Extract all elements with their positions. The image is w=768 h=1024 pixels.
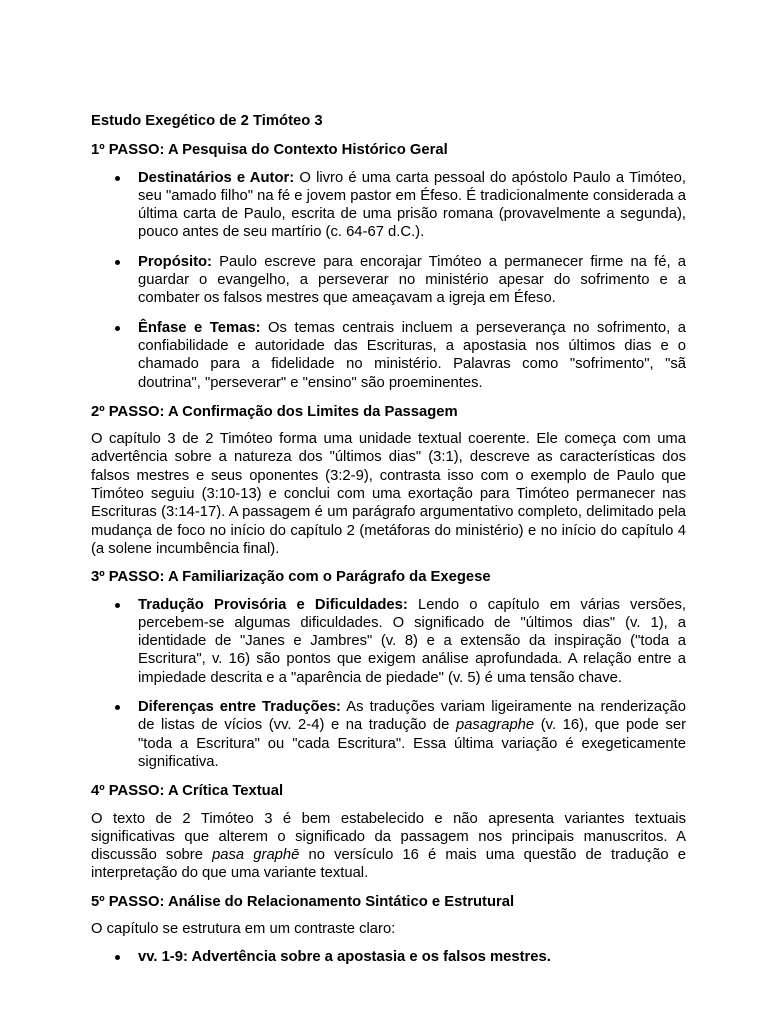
item-text: Paulo escreve para encorajar Timóteo a permanecer firme na fé, a guardar o evangelho, a perseverar no ministério apesar do sofrimento e a combater os falsos mestres que ameaçavam a igreja em Éfeso. [138,253,686,307]
paragraph-text: O texto de 2 Timóteo 3 é bem estabelecido e não apresenta variantes textuais significativas que alterem o significado da passagem nos principais manuscritos. A discussão sobre [91,810,686,864]
bullet-icon [115,705,120,710]
list-item [91,319,686,392]
bullet-icon [115,603,120,608]
bullet-icon [115,260,120,265]
step4-heading: 4º PASSO: A Crítica Textual [91,783,284,800]
step2-heading: 2º PASSO: A Confirmação dos Limites da Passagem [91,403,458,420]
paragraph-italic-term: pasa graphē [212,847,300,864]
bullet-icon [115,326,120,331]
list-item [91,253,686,308]
item-label: Propósito: [138,253,212,270]
item-text: vv. 1-9: Advertência sobre a apostasia e os falsos mestres. [138,949,551,966]
item-italic-term: pasagraphe [455,717,535,734]
step5-intro: O capítulo se estrutura em um contraste claro: [91,920,396,937]
item-text: Lendo o capítulo em várias versões, percebem-se algumas dificuldades. O significado de "últimos dias" (v. 1), a identidade de "Janes e Jambres" (v. 8) e a extensão da inspiração ("toda a Escritura", v. 16) são pontos que exigem análise aprofundada. A relação entre a impiedade descrita e a "aparência de piedade" (v. 5) é uma tensão chave. [138,596,686,686]
paragraph-text: no versículo 16 é mais uma questão de tradução e interpretação do que uma variante textual. [91,847,686,882]
document-page [91,112,686,978]
bullet-icon [115,955,120,960]
list-item [91,169,686,242]
item-label: Tradução Provisória e Dificuldades: [138,596,408,613]
item-text: Os temas centrais incluem a perseverança no sofrimento, a confiabilidade e autoridade das Escrituras, a apostasia nos últimos dias e o chamado para a fidelidade no ministério. Palavras como "sofrimento", "sã doutrina", "perseverar" e "ensino" são proeminentes. [138,319,686,391]
bullet-icon [115,176,120,181]
list-item [91,698,686,771]
list-item [91,948,686,966]
item-label: Ênfase e Temas: [138,319,261,336]
item-text: O livro é uma carta pessoal do apóstolo Paulo a Timóteo, seu "amado filho" na fé e jovem pastor em Éfeso. É tradicionalmente considerada a última carta de Paulo, escrita de uma prisão romana (provavelmente a segunda), pouco antes de seu martírio (c. 64-67 d.C.). [138,169,687,241]
item-text: (v. 16), que pode ser "toda a Escritura" ou "cada Escritura". Essa última variação é exegeticamente significativa. [138,717,686,770]
step4-paragraph [91,810,686,883]
step5-list [91,948,686,966]
item-label: Diferenças entre Traduções: [138,699,341,716]
step1-list [91,169,686,392]
step3-list [91,596,686,772]
list-item [91,596,686,687]
document-title: Estudo Exegético de 2 Timóteo 3 [91,113,323,129]
step1-heading: 1º PASSO: A Pesquisa do Contexto Histórico Geral [91,142,448,159]
step2-paragraph: O capítulo 3 de 2 Timóteo forma uma unidade textual coerente. Ele começa com uma advertência sobre a natureza dos "últimos dias" (3:1), descreve as características dos falsos mestres e seus oponentes (3:2-9), contrasta isso com o exemplo de Paulo que Timóteo seguiu (3:10-13) e conclui com uma exortação para Timóteo permanecer nas Escrituras (3:14-17). A passagem é um parágrafo argumentativo completo, delimitado pela mudança de foco no início do capítulo 2 (metáforas do ministério) e no início do capítulo 4 (a solene incumbência final). [91,431,686,557]
item-text: As traduções variam ligeiramente na renderização de listas de vícios (vv. 2-4) e na tradução de [138,699,686,734]
step3-heading: 3º PASSO: A Familiarização com o Parágrafo da Exegese [91,569,491,586]
item-label: Destinatários e Autor: [138,169,295,186]
step5-heading: 5º PASSO: Análise do Relacionamento Sintático e Estrutural [91,893,515,910]
